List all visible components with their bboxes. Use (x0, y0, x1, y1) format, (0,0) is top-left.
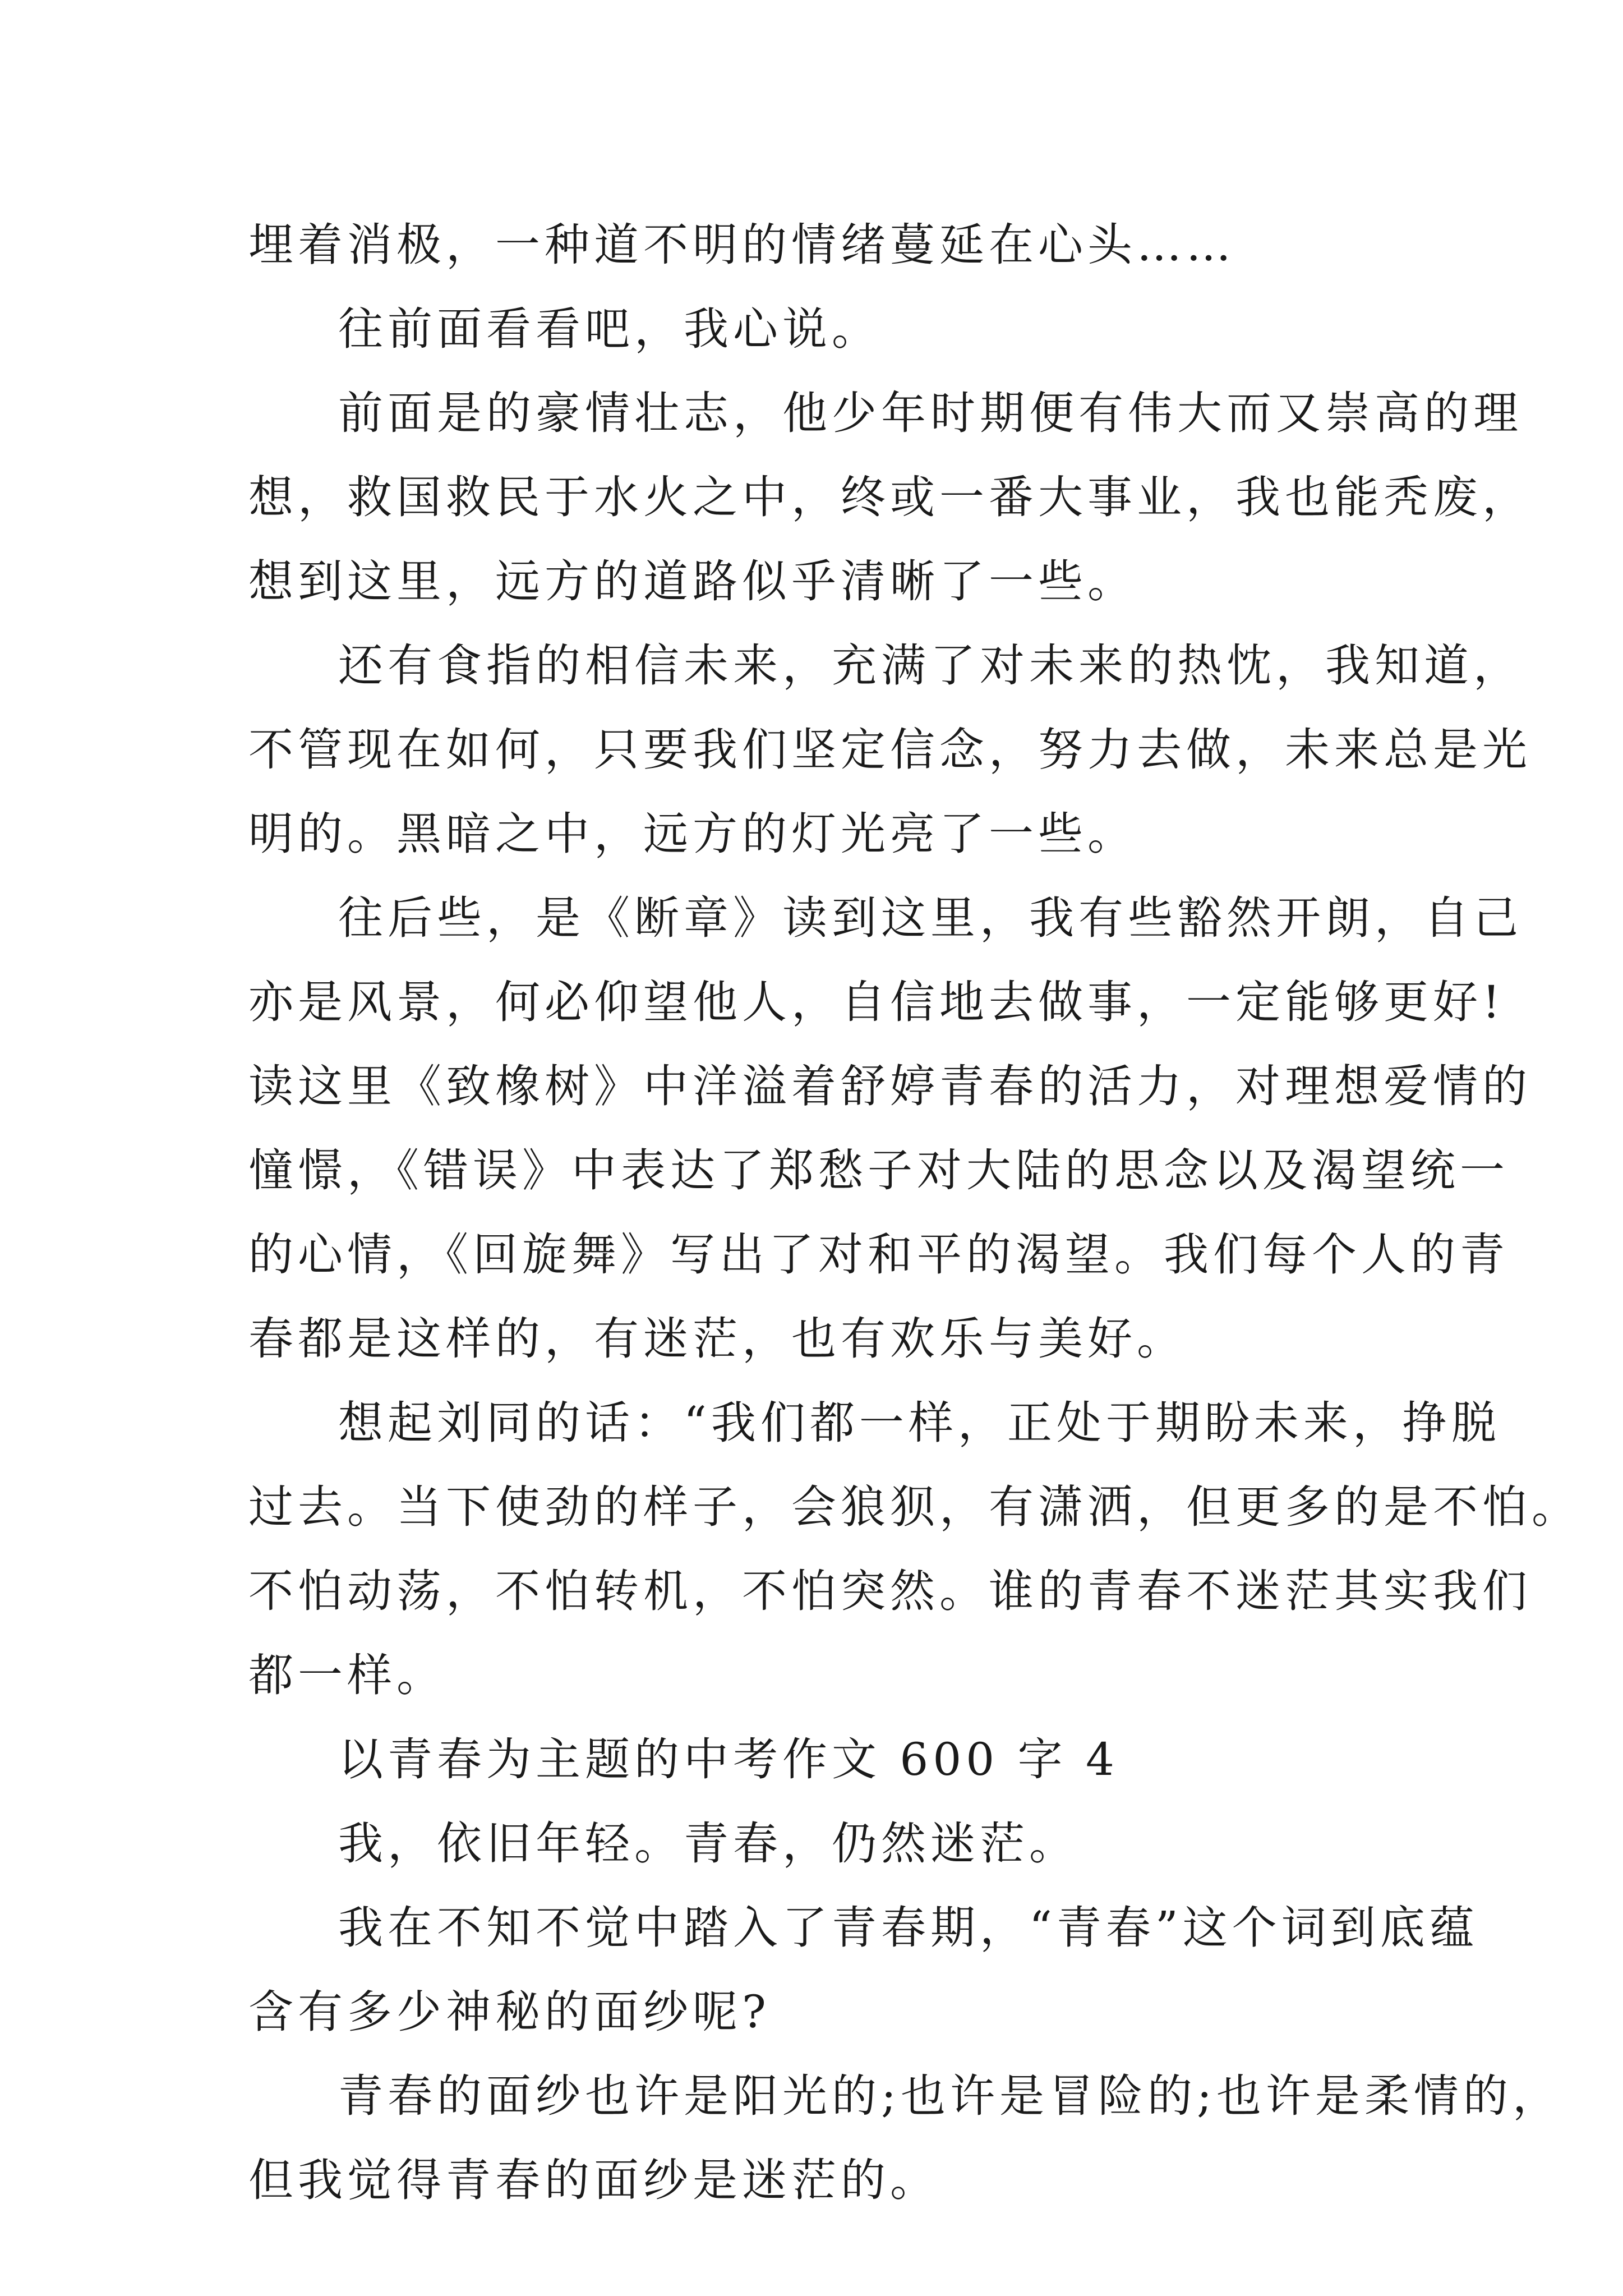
text-line: 但我觉得青春的面纱是迷茫的。 (248, 2154, 939, 2206)
text-line: 过去。当下使劲的样子，会狼狈，有潇洒，但更多的是不怕。 (248, 1481, 1581, 1533)
text-line: 想到这里，远方的道路似乎清晰了一些。 (248, 555, 1137, 608)
text-line: 不管现在如何，只要我们坚定信念，努力去做，未来总是光 (248, 724, 1532, 776)
text-line: 埋着消极，一种道不明的情绪蔓延在心头…… (248, 219, 1235, 271)
paragraph-start-line: 还有食指的相信未来，充满了对未来的热忱，我知道， (338, 639, 1523, 692)
paragraph-start-line: 往前面看看吧，我心说。 (338, 303, 881, 355)
paragraph-start-line: 往后些，是《断章》读到这里，我有些豁然开朗，自己 (338, 892, 1523, 944)
document-body (248, 203, 1581, 2223)
text-line: 明的。黑暗之中，远方的灯光亮了一些。 (248, 808, 1137, 860)
text-line: 春都是这样的，有迷茫，也有欢乐与美好。 (248, 1313, 1186, 1365)
paragraph-start-line: 我，依旧年轻。青春，仍然迷茫。 (338, 1818, 1078, 1870)
paragraph-start-line: 青春的面纱也许是阳光的;也许是冒险的;也许是柔情的， (338, 2070, 1562, 2122)
text-line: 的心情，《回旋舞》写出了对和平的渴望。我们每个人的青 (248, 1228, 1509, 1281)
text-line: 亦是风景，何必仰望他人，自信地去做事，一定能够更好! (248, 976, 1505, 1028)
text-line: 憧憬，《错误》中表达了郑愁子对大陆的思念以及渴望统一 (248, 1144, 1509, 1197)
text-line: 含有多少神秘的面纱呢? (248, 1986, 771, 2038)
text-line: 读这里《致橡树》中洋溢着舒婷青春的活力，对理想爱情的 (248, 1060, 1532, 1112)
text-line: 都一样。 (248, 1649, 446, 1701)
paragraph-start-line: 前面是的豪情壮志，他少年时期便有伟大而又崇高的理 (338, 387, 1523, 439)
text-line: 想，救国救民于水火之中，终或一番大事业，我也能秃废， (248, 471, 1532, 523)
section-heading: 以青春为主题的中考作文 600 字 4 (338, 1733, 1119, 1786)
text-line: 不怕动荡，不怕转机，不怕突然。谁的青春不迷茫其实我们 (248, 1565, 1532, 1617)
paragraph-start-line: 我在不知不觉中踏入了青春期，“青春”这个词到底蕴 (338, 1902, 1479, 1954)
paragraph-start-line: 想起刘同的话：“我们都一样，正处于期盼未来，挣脱 (338, 1397, 1501, 1449)
